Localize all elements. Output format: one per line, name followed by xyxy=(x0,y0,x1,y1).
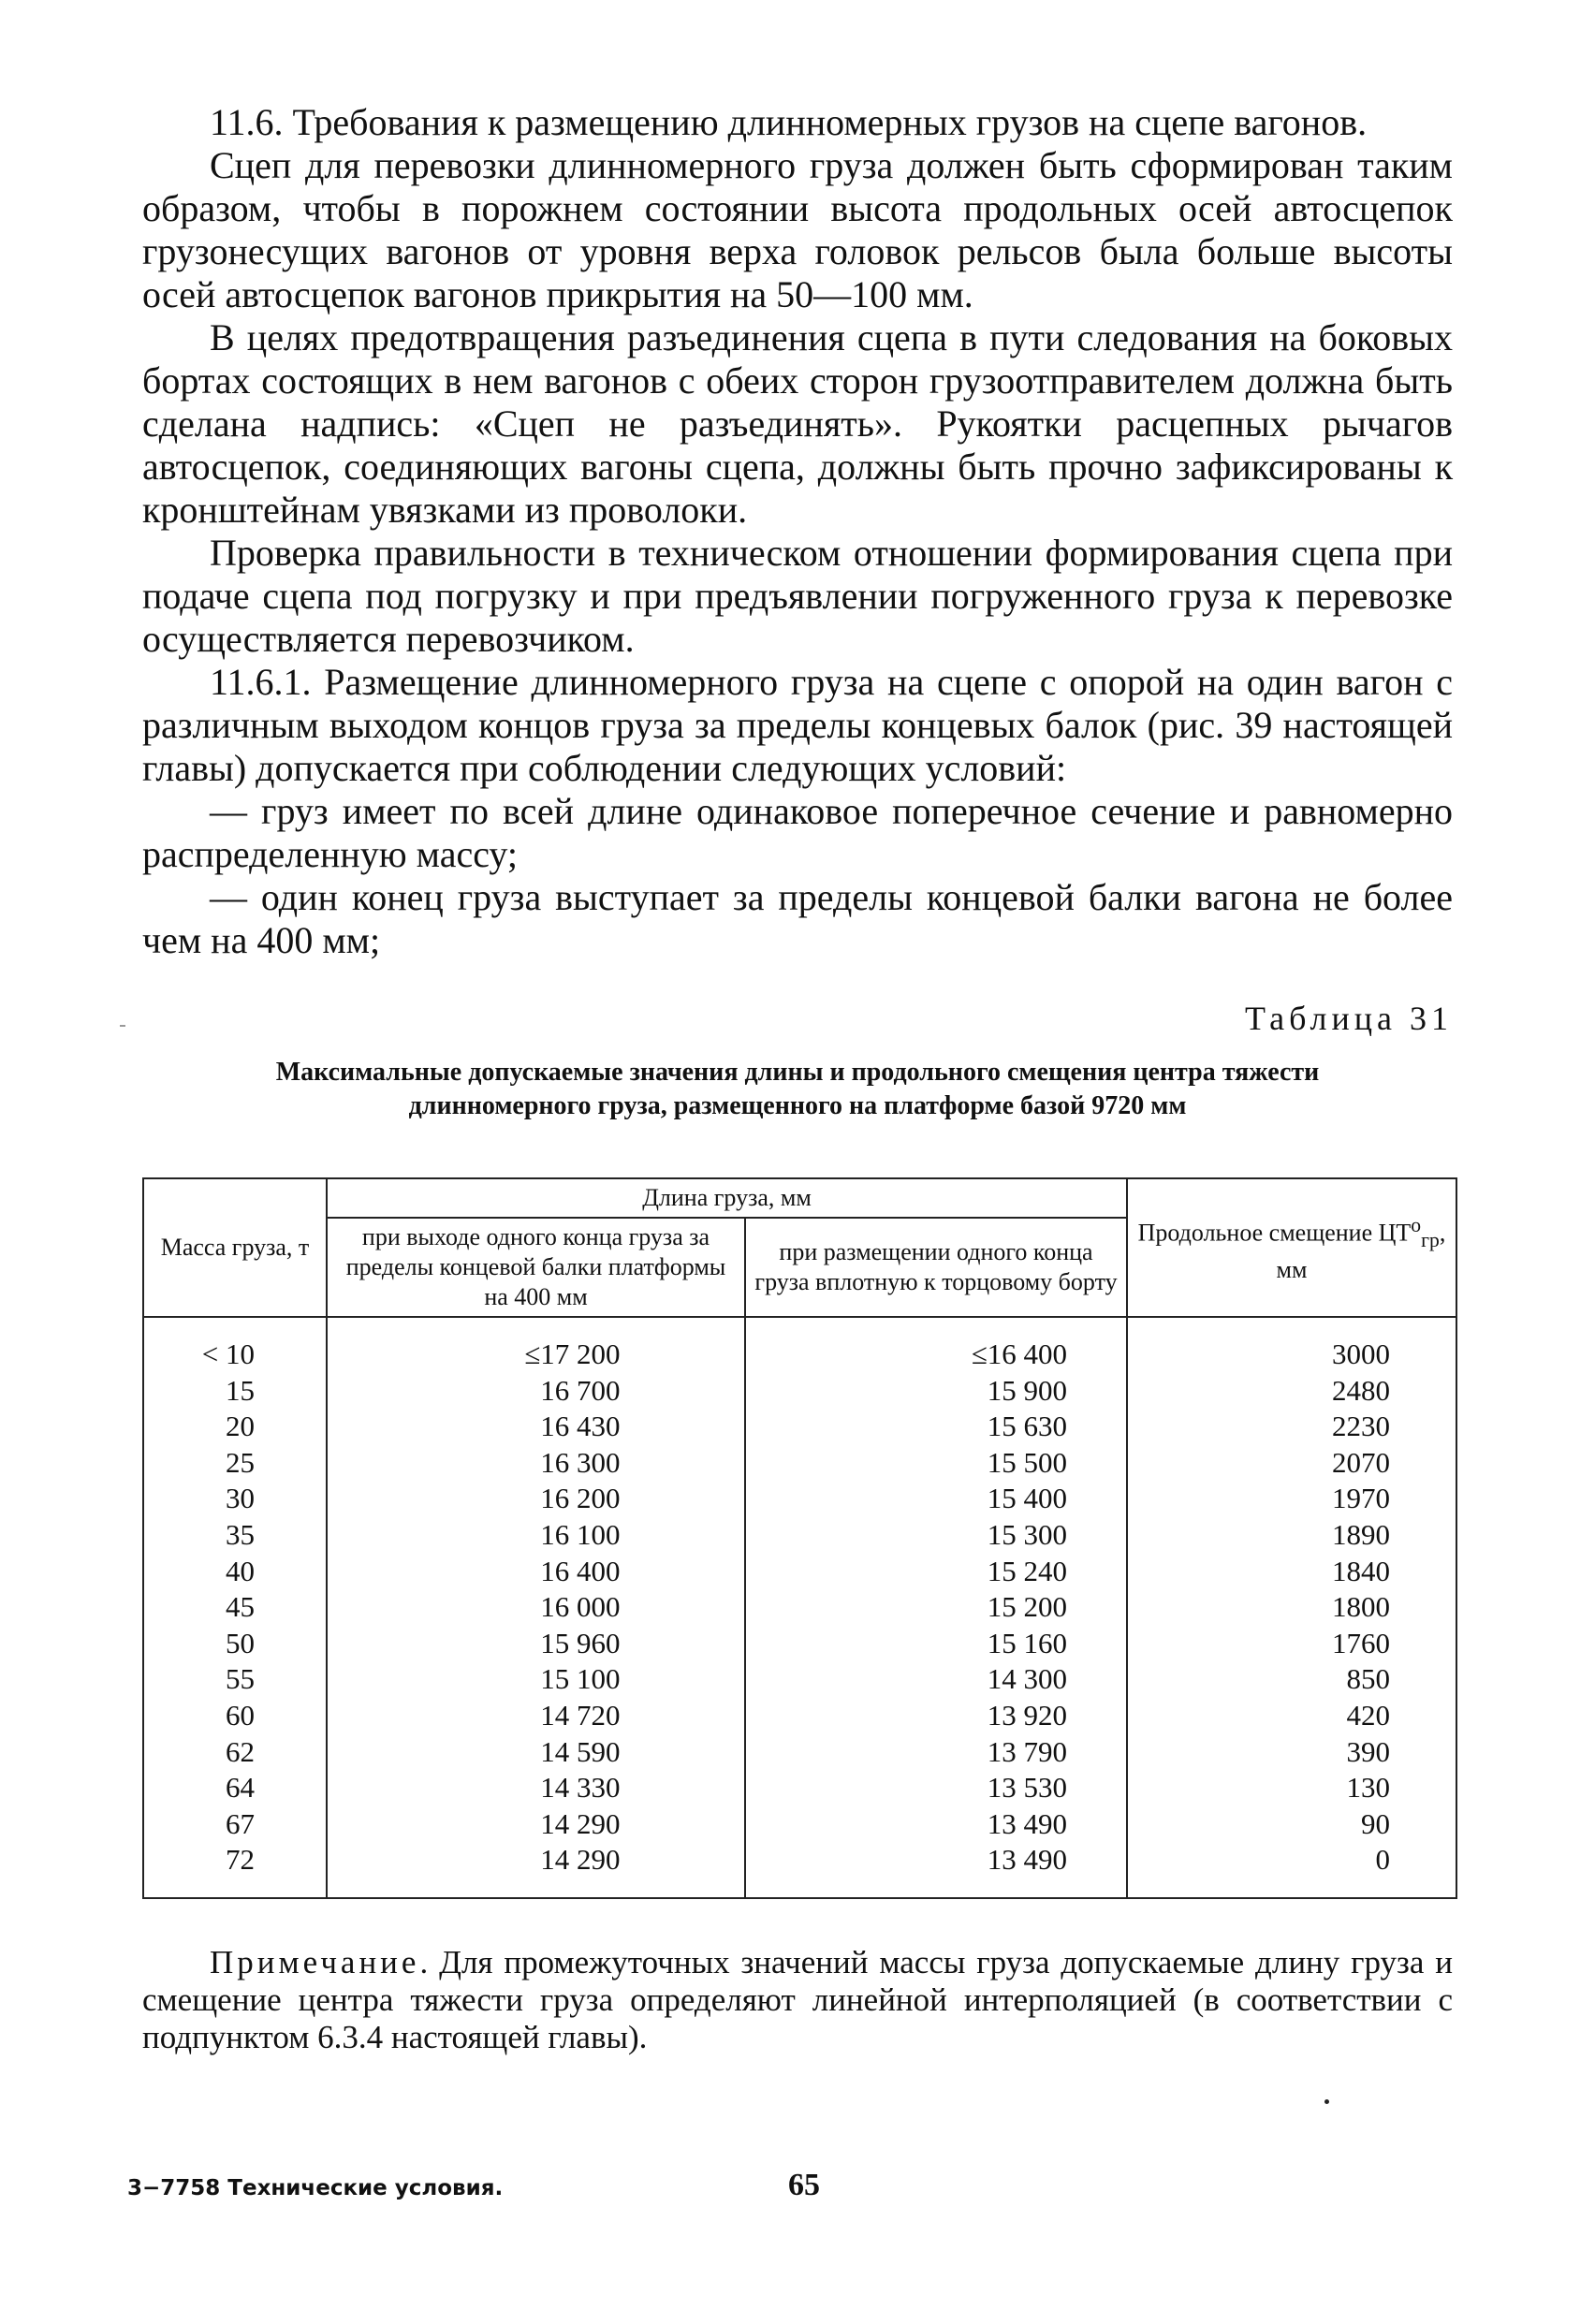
cell-mass: 55 xyxy=(226,1662,255,1696)
table-row xyxy=(143,1842,1456,1898)
table-row xyxy=(143,1626,1456,1662)
table-caption-line-1: Максимальные допускаемые значения длины и продольного смещения центра тяжести xyxy=(275,1058,1320,1087)
cell-length-flush: 13 790 xyxy=(987,1734,1067,1768)
cell-length-overhang: 14 290 xyxy=(540,1843,621,1877)
cell-offset: 1970 xyxy=(1332,1482,1390,1515)
table-caption-line-2: длинномерного груза, размещенного на платформе базой 9720 мм xyxy=(408,1091,1187,1120)
cell-length-flush: 13 490 xyxy=(987,1806,1067,1840)
table-row xyxy=(143,1770,1456,1806)
cell-mass: 50 xyxy=(226,1626,255,1659)
cell-length-flush: 13 920 xyxy=(987,1698,1067,1732)
header-length-flush: при размещении одного конца груза вплотную к торцовому борту xyxy=(745,1218,1127,1317)
footer-publication: 3−7758 Технические условия. xyxy=(127,2176,504,2200)
cell-offset: 1760 xyxy=(1332,1626,1390,1659)
table-row xyxy=(143,1806,1456,1843)
cell-length-overhang: 16 400 xyxy=(540,1554,621,1587)
header-mass: Масса груза, т xyxy=(143,1178,327,1317)
paragraph-do-not-uncouple: В целях предотвращения разъединения сцепа в пути следования на боковых бортах состоящих в нем вагонов с обеих сторон грузоотправителем должна быть сделана надпись: «Сцеп не разъединять». Рукоятки расцепных рычагов автосцепок, соединяющих вагоны сцепа, должны быть прочно зафиксированы к кронштейнам увязками из проволоки. xyxy=(142,316,1453,531)
section-heading-11-6: 11.6. Требования к размещению длинномерных грузов на сцепе вагонов. xyxy=(210,101,1368,143)
table-row xyxy=(143,1517,1456,1554)
cell-offset: 2230 xyxy=(1332,1410,1390,1443)
cell-length-overhang: 16 000 xyxy=(540,1590,621,1624)
header-offset-suffix: , мм xyxy=(1276,1219,1446,1283)
cell-mass: 67 xyxy=(226,1806,255,1840)
cell-mass: 35 xyxy=(226,1517,255,1551)
table-row xyxy=(143,1445,1456,1482)
cell-mass: 15 xyxy=(226,1373,255,1407)
cell-offset: 1800 xyxy=(1332,1590,1390,1624)
cell-offset: 2480 xyxy=(1332,1373,1390,1407)
cell-length-flush: 15 630 xyxy=(987,1410,1067,1443)
paragraph-carrier-check: Проверка правильности в техническом отношении формирования сцепа при подаче сцепа под погрузку и при предъявлении погруженного груза к перевозке осуществляется перевозчиком. xyxy=(142,532,1453,660)
cell-offset: 130 xyxy=(1346,1771,1390,1805)
table-row xyxy=(143,1698,1456,1734)
cell-length-flush: 15 200 xyxy=(987,1590,1067,1624)
cell-offset: 420 xyxy=(1346,1698,1390,1732)
condition-overhang-400: — один конец груза выступает за пределы концевой балки вагона не более чем на 400 мм; xyxy=(142,876,1453,961)
cell-mass: 64 xyxy=(226,1771,255,1805)
header-length-group: Длина груза, мм xyxy=(327,1178,1127,1218)
table-body xyxy=(143,1317,1456,1898)
cell-mass: < 10 xyxy=(201,1337,255,1370)
table-row xyxy=(143,1317,1456,1373)
cell-offset: 850 xyxy=(1346,1662,1390,1696)
cell-length-overhang: ≤17 200 xyxy=(524,1337,621,1370)
header-offset-prefix: Продольное смещение ЦТ xyxy=(1137,1219,1412,1247)
header-offset-sub: гр xyxy=(1421,1228,1440,1251)
cell-offset: 3000 xyxy=(1332,1337,1390,1370)
cell-length-flush: 13 490 xyxy=(987,1843,1067,1877)
margin-mark xyxy=(120,1025,125,1027)
page-number: 65 xyxy=(788,2168,820,2202)
cell-length-overhang: 14 330 xyxy=(540,1771,621,1805)
cell-offset: 90 xyxy=(1361,1806,1390,1840)
cell-length-flush: 15 240 xyxy=(987,1554,1067,1587)
table-row xyxy=(143,1734,1456,1771)
cell-mass: 40 xyxy=(226,1554,255,1587)
cell-length-overhang: 16 430 xyxy=(540,1410,621,1443)
cell-offset: 1890 xyxy=(1332,1517,1390,1551)
header-offset xyxy=(1127,1178,1456,1317)
cell-length-flush: 15 160 xyxy=(987,1626,1067,1659)
table-row xyxy=(143,1661,1456,1698)
cell-length-flush: 14 300 xyxy=(987,1662,1067,1696)
table-row xyxy=(143,1481,1456,1517)
header-length-overhang: при выходе одного конца груза за пределы концевой балки платформы на 400 мм xyxy=(327,1218,745,1317)
cell-mass: 72 xyxy=(226,1843,255,1877)
data-table xyxy=(142,1177,1457,1899)
note-text: . Для промежуточных значений массы груза допускаемые длину груза и смещение центра тяжести груза определяют линейной интерполяцией (в соответствии с подпунктом 6.3.4 настоящей главы). xyxy=(142,1943,1453,2055)
paragraph-coupling-height: Сцеп для перевозки длинномерного груза должен быть сформирован таким образом, чтобы в порожнем состоянии высота продольных осей автосцепок грузонесущих вагонов от уровня верха головок рельсов была больше высоты осей автосцепок вагонов прикрытия на 50—100 мм. xyxy=(142,144,1453,315)
table-number: Таблица 31 xyxy=(1245,1000,1453,1037)
cell-length-flush: 15 900 xyxy=(987,1373,1067,1407)
cell-length-flush: 13 530 xyxy=(987,1771,1067,1805)
stray-dot xyxy=(1324,2099,1329,2104)
cell-length-flush: 15 500 xyxy=(987,1445,1067,1479)
cell-length-overhang: 15 960 xyxy=(540,1626,621,1659)
cell-offset: 0 xyxy=(1375,1843,1390,1877)
cell-mass: 25 xyxy=(226,1445,255,1479)
cell-offset: 390 xyxy=(1346,1734,1390,1768)
cell-length-overhang: 16 100 xyxy=(540,1517,621,1551)
cell-offset: 2070 xyxy=(1332,1445,1390,1479)
note-label: Примечание xyxy=(210,1943,420,1981)
table-caption xyxy=(142,1056,1453,1123)
page-body xyxy=(142,101,1453,2089)
cell-length-overhang: 14 290 xyxy=(540,1806,621,1840)
table-row xyxy=(143,1589,1456,1626)
table-row xyxy=(143,1409,1456,1445)
cell-mass: 62 xyxy=(226,1734,255,1768)
cell-length-overhang: 14 590 xyxy=(540,1734,621,1768)
section-heading-11-6-1: 11.6.1. Размещение длинномерного груза на сцепе с опорой на один вагон с различным выходом концов груза за пределы концевых балок (рис. 39 настоящей главы) допускается при соблюдении следующих условий: xyxy=(142,661,1453,789)
cell-length-overhang: 16 700 xyxy=(540,1373,621,1407)
cell-length-flush: 15 300 xyxy=(987,1517,1067,1551)
table-row xyxy=(143,1373,1456,1410)
condition-uniform-mass: — груз имеет по всей длине одинаковое поперечное сечение и равномерно распределенную массу; xyxy=(142,790,1453,875)
cell-mass: 45 xyxy=(226,1590,255,1624)
cell-length-flush: ≤16 400 xyxy=(971,1337,1067,1370)
cell-length-flush: 15 400 xyxy=(987,1482,1067,1515)
cell-length-overhang: 15 100 xyxy=(540,1662,621,1696)
cell-mass: 60 xyxy=(226,1698,255,1732)
cell-mass: 30 xyxy=(226,1482,255,1515)
cell-mass: 20 xyxy=(226,1410,255,1443)
cell-length-overhang: 16 300 xyxy=(540,1445,621,1479)
table-note xyxy=(142,1944,1453,2056)
cell-offset: 1840 xyxy=(1332,1554,1390,1587)
cell-length-overhang: 16 200 xyxy=(540,1482,621,1515)
table-row xyxy=(143,1554,1456,1590)
header-offset-sup: о xyxy=(1411,1214,1422,1237)
cell-length-overhang: 14 720 xyxy=(540,1698,621,1732)
